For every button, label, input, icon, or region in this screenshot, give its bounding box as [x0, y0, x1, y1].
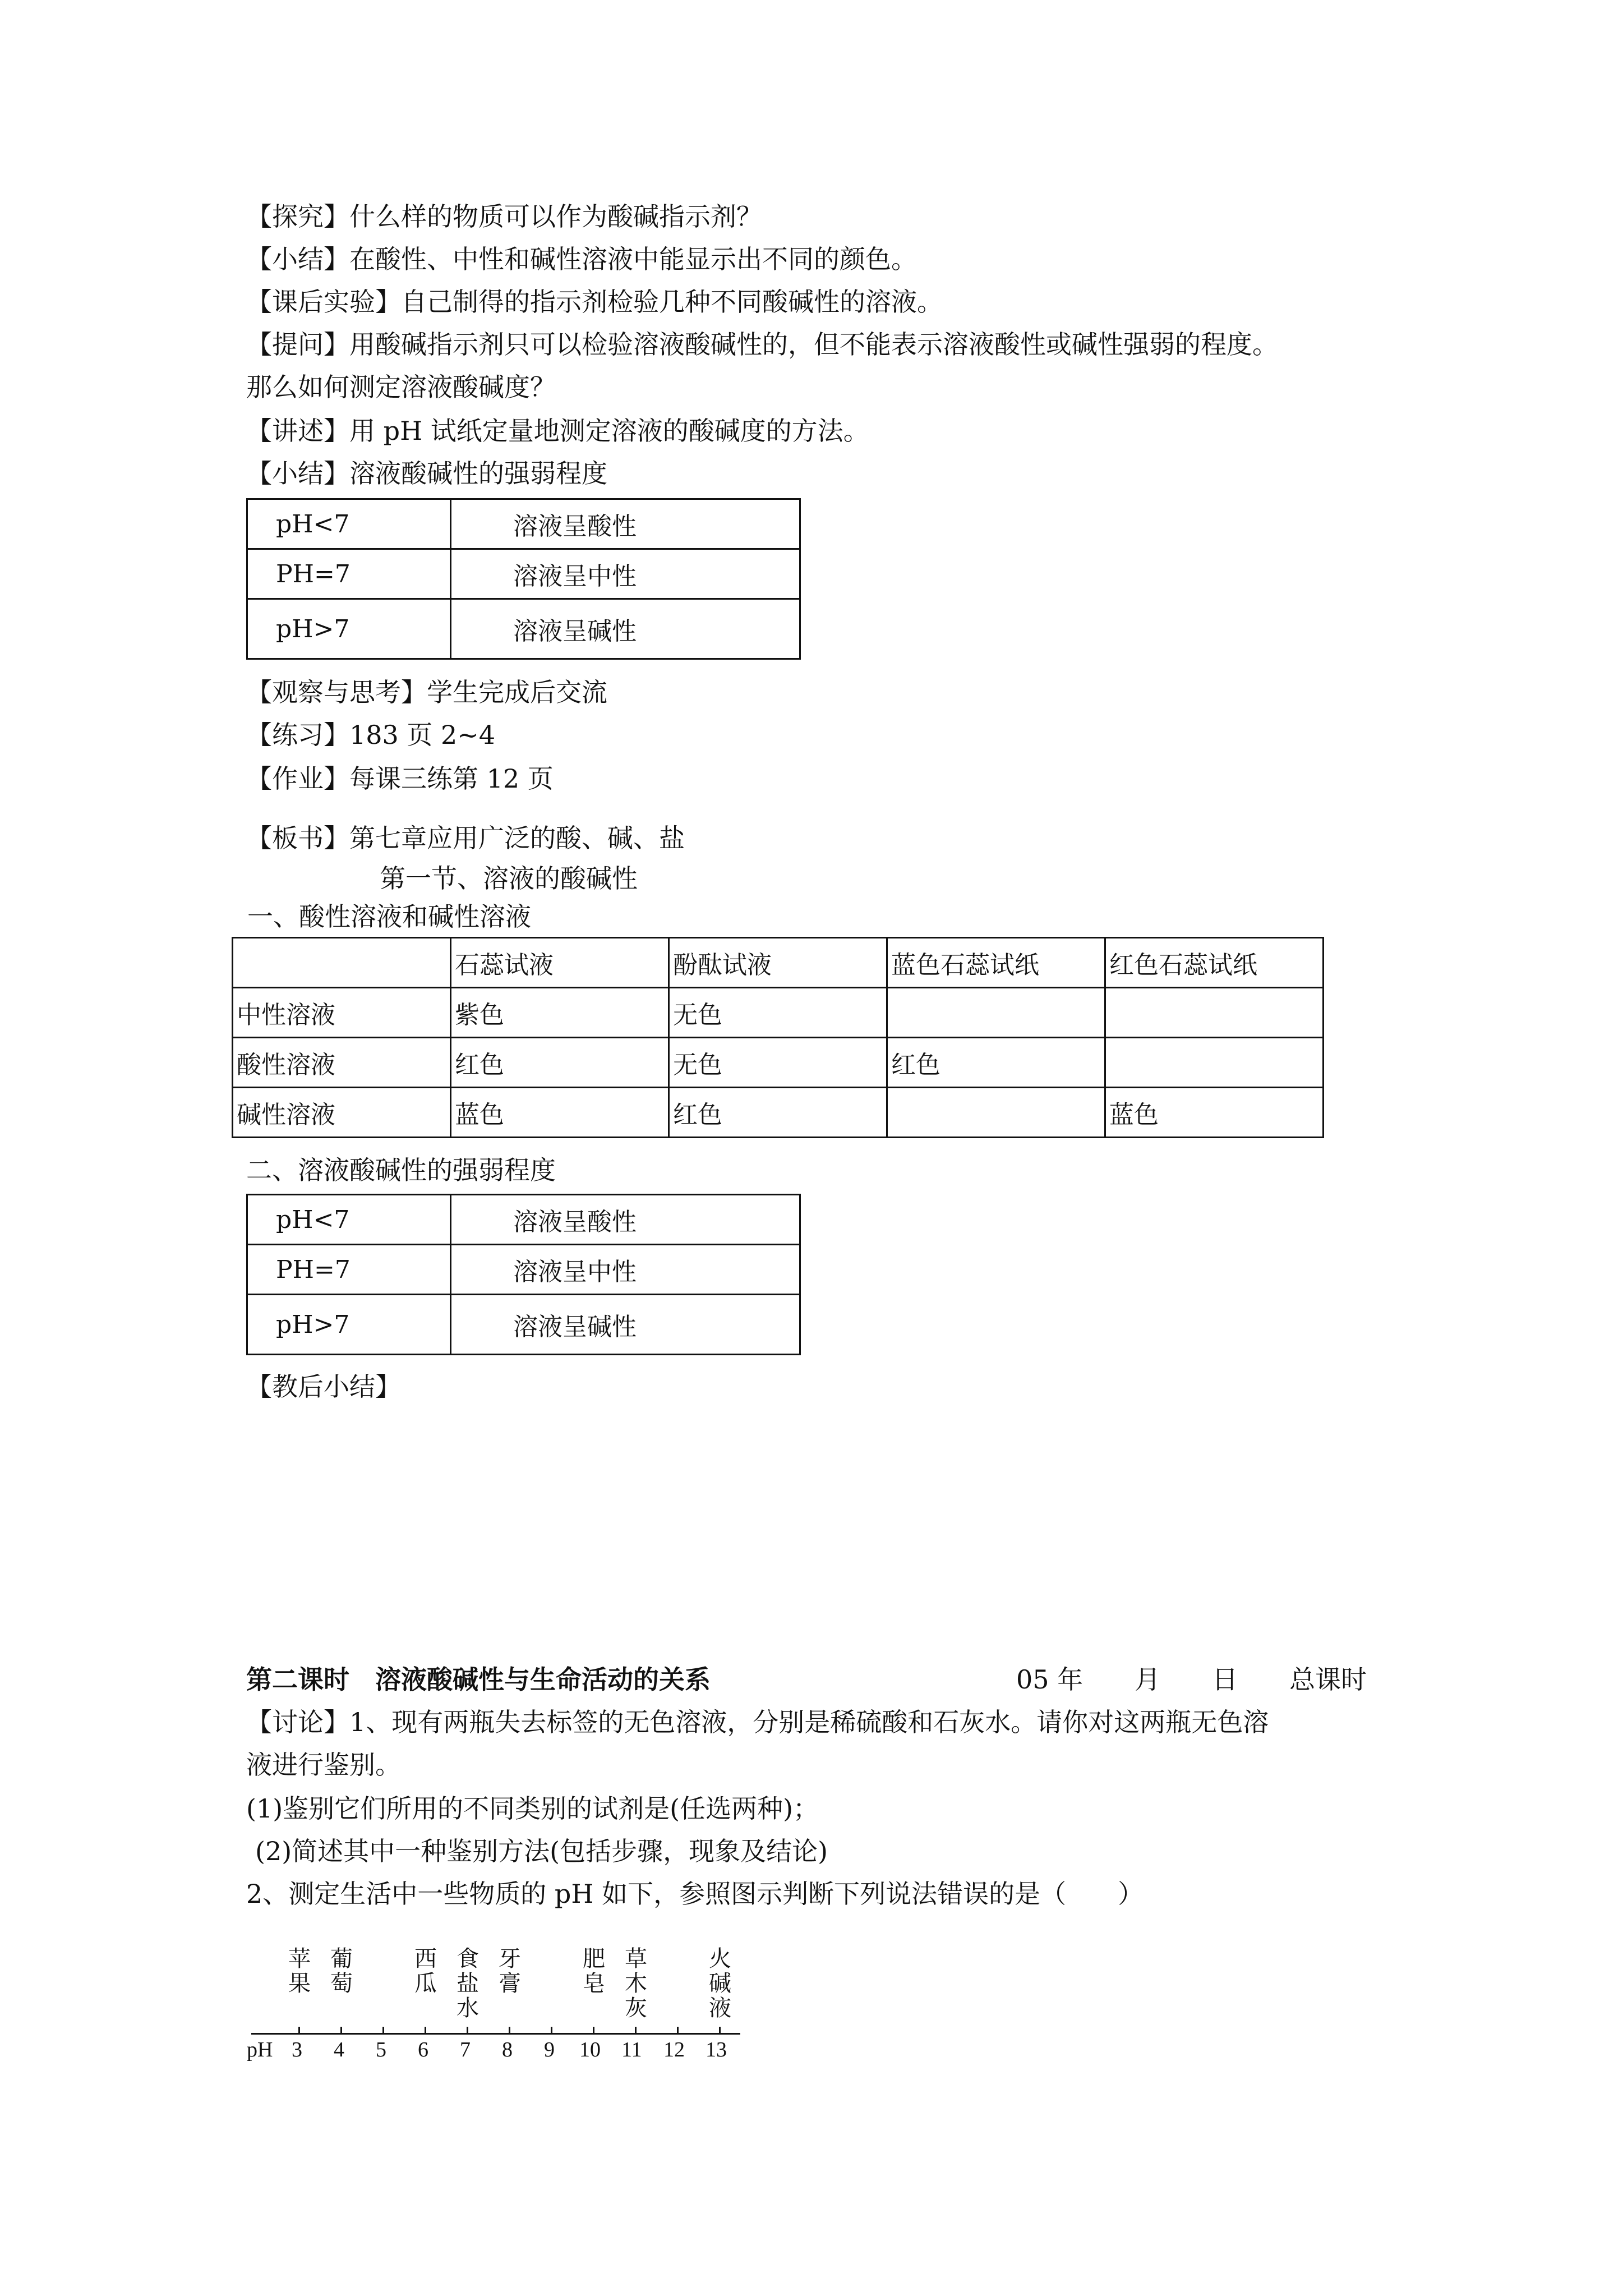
table-cell: 红色: [451, 1038, 669, 1088]
text-line: 二、溶液酸碱性的强弱程度: [246, 1155, 556, 1185]
desc-cell: 溶液呈酸性: [451, 499, 800, 549]
text-line: 【教后小结】: [246, 1372, 401, 1402]
table-cell: 酸性溶液: [233, 1038, 451, 1088]
desc-cell: 溶液呈碱性: [451, 1295, 800, 1355]
ph-tick-label: 13: [706, 2038, 727, 2062]
table-cell: 无色: [669, 1038, 887, 1088]
ph-tick-label: 11: [621, 2038, 642, 2062]
header-cell: [233, 938, 451, 988]
date-line: 05 年 月 日 总课时: [1016, 1664, 1367, 1695]
header-cell: 红色石蕊试纸: [1105, 938, 1324, 988]
header-cell: 酚酞试液: [669, 938, 887, 988]
ph-tick-label: 4: [334, 2038, 344, 2062]
table-cell: [1105, 1038, 1324, 1088]
text-line: 一、酸性溶液和碱性溶液: [247, 901, 531, 932]
ph-substance-label: 葡 萄: [330, 1946, 353, 1996]
text-line: 【练习】183 页 2~4: [246, 720, 496, 750]
text-line: (1)鉴别它们所用的不同类别的试剂是(任选两种)；: [246, 1793, 819, 1824]
ph-tick-mark: [635, 2027, 637, 2033]
text-line: 2、测定生活中一些物质的 pH 如下，参照图示判断下列说法错误的是（ ）: [246, 1879, 1144, 1909]
table-row: [247, 599, 800, 659]
ph-tick-label: 8: [502, 2038, 513, 2062]
ph-tick-label: 12: [663, 2038, 685, 2062]
text-line: 【小结】溶液酸碱性的强弱程度: [246, 458, 607, 489]
table-cell: 无色: [669, 988, 887, 1038]
desc-cell: 溶液呈碱性: [451, 599, 800, 659]
ph-tick-mark: [593, 2027, 594, 2033]
table-cell: 蓝色: [1105, 1088, 1324, 1138]
ph-tick-mark: [719, 2027, 721, 2033]
ph-axis-label: pH: [247, 2038, 273, 2062]
table-row: [233, 988, 1324, 1038]
text-line: 【提问】用酸碱指示剂只可以检验溶液酸碱性的，但不能表示溶液酸性或碱性强弱的程度。: [246, 329, 1278, 360]
table-cell: [1105, 988, 1324, 1038]
text-line: 【观察与思考】学生完成后交流: [246, 677, 607, 707]
ph-substance-label: 食 盐 水: [457, 1946, 479, 2021]
table-cell: 红色: [887, 1038, 1105, 1088]
table-cell: 蓝色: [451, 1088, 669, 1138]
table-row: [247, 1295, 800, 1355]
ph-tick-mark: [382, 2027, 384, 2033]
header-cell: 蓝色石蕊试纸: [887, 938, 1105, 988]
desc-cell: 溶液呈中性: [451, 1245, 800, 1295]
table-cell: 红色: [669, 1088, 887, 1138]
ph-cell: pH>7: [247, 599, 451, 659]
text-line: 第一节、溶液的酸碱性: [380, 863, 638, 894]
desc-cell: 溶液呈酸性: [451, 1195, 800, 1245]
text-line: 【讨论】1、现有两瓶失去标签的无色溶液，分别是稀硫酸和石灰水。请你对这两瓶无色溶: [246, 1707, 1269, 1737]
text-line: 液进行鉴别。: [246, 1750, 401, 1780]
table-cell: [887, 1088, 1105, 1138]
ph-cell: PH=7: [247, 549, 451, 599]
ph-tick-label: 10: [579, 2038, 601, 2062]
ph-substance-label: 火 碱 液: [709, 1946, 731, 2021]
table-row: [233, 938, 1324, 988]
text-line: 【讲述】用 pH 试纸定量地测定溶液的酸碱度的方法。: [246, 416, 869, 446]
desc-cell: 溶液呈中性: [451, 549, 800, 599]
ph-tick-mark: [467, 2027, 468, 2033]
indicator-table: [232, 937, 1324, 1138]
ph-substance-label: 肥 皂: [583, 1946, 605, 1996]
ph-substance-label: 西 瓜: [414, 1946, 437, 1996]
ph-tick-mark: [509, 2027, 510, 2033]
table-row: [247, 499, 800, 549]
ph-substance-label: 苹 果: [288, 1946, 311, 1996]
ph-tick-mark: [340, 2027, 342, 2033]
text-line: 【作业】每课三练第 12 页: [246, 763, 554, 794]
ph-cell: PH=7: [247, 1245, 451, 1295]
ph-substance-label: 牙 膏: [499, 1946, 521, 1996]
text-line: 那么如何测定溶液酸碱度？: [246, 372, 556, 402]
ph-tick-mark: [425, 2027, 426, 2033]
ph-cell: pH>7: [247, 1295, 451, 1355]
ph-tick-mark: [298, 2027, 300, 2033]
text-line: 【小结】在酸性、中性和碱性溶液中能显示出不同的颜色。: [246, 244, 917, 274]
ph-tick-label: 9: [544, 2038, 555, 2062]
text-line: 【探究】什么样的物质可以作为酸碱指示剂？: [246, 201, 762, 232]
ph-tick-label: 6: [418, 2038, 428, 2062]
table-cell: 紫色: [451, 988, 669, 1038]
table-cell: 碱性溶液: [233, 1088, 451, 1138]
lesson-title: 第二课时 溶液酸碱性与生命活动的关系: [246, 1664, 711, 1695]
text-line: 【板书】第七章应用广泛的酸、碱、盐: [246, 823, 685, 853]
ph-cell: pH<7: [247, 1195, 451, 1245]
header-cell: 石蕊试液: [451, 938, 669, 988]
ph-tick-mark: [677, 2027, 679, 2033]
table-row: [247, 549, 800, 599]
table-cell: 中性溶液: [233, 988, 451, 1038]
ph-tick-mark: [551, 2027, 552, 2033]
ph-strength-table-1: [246, 498, 801, 660]
ph-cell: pH<7: [247, 499, 451, 549]
table-row: [247, 1195, 800, 1245]
ph-axis-line: [251, 2033, 740, 2035]
ph-strength-table-2: [246, 1194, 801, 1355]
ph-tick-label: 5: [376, 2038, 386, 2062]
table-cell: [887, 988, 1105, 1038]
table-row: [247, 1245, 800, 1295]
text-line: (2)简述其中一种鉴别方法(包括步骤，现象及结论): [255, 1836, 828, 1866]
text-line: 【课后实验】自己制得的指示剂检验几种不同酸碱性的溶液。: [246, 287, 943, 317]
table-row: [233, 1088, 1324, 1138]
table-row: [233, 1038, 1324, 1088]
ph-substance-label: 草 木 灰: [625, 1946, 647, 2021]
ph-tick-label: 7: [460, 2038, 471, 2062]
ph-tick-label: 3: [292, 2038, 302, 2062]
